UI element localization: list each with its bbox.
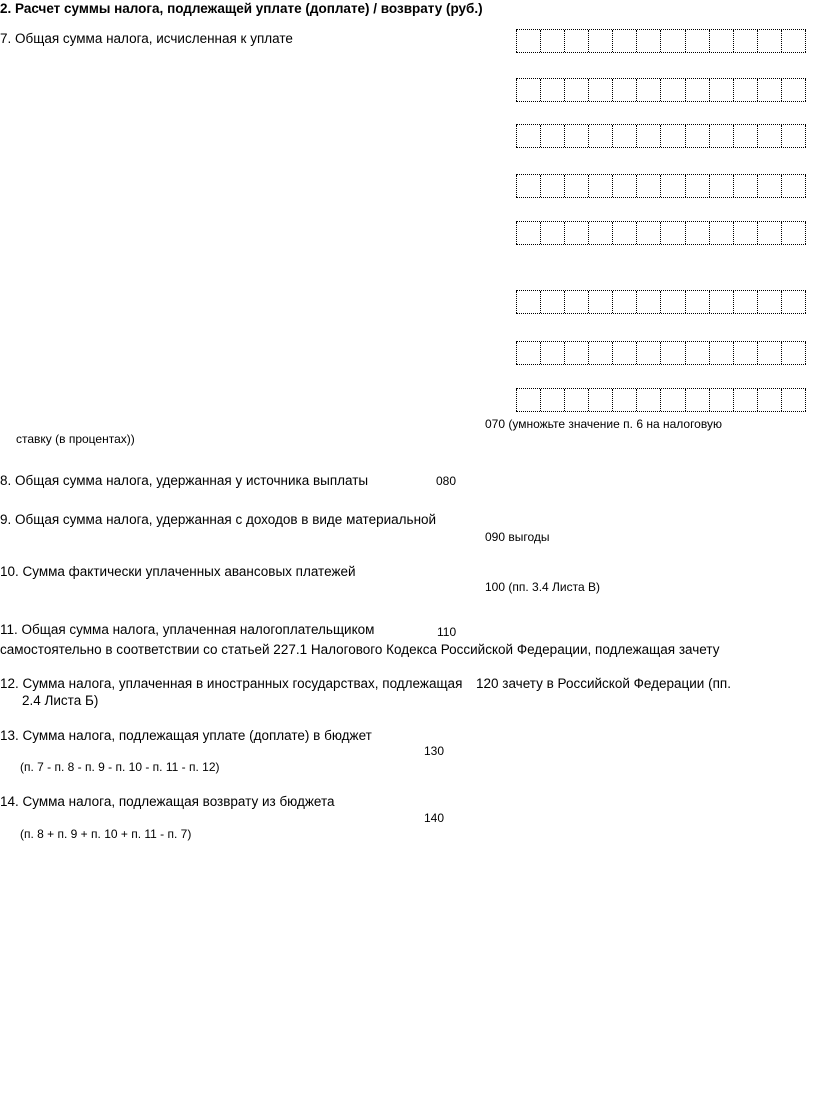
entry-cell[interactable] — [709, 125, 733, 147]
entry-cell[interactable] — [636, 175, 660, 197]
entry-cell[interactable] — [733, 30, 757, 52]
entry-cell[interactable] — [685, 125, 709, 147]
entry-cells-row-1[interactable] — [516, 29, 806, 53]
entry-cell[interactable] — [733, 291, 757, 313]
entry-cell[interactable] — [636, 222, 660, 244]
entry-cell[interactable] — [757, 125, 781, 147]
entry-cell[interactable] — [612, 342, 636, 364]
entry-cell[interactable] — [588, 389, 612, 411]
item-7-code: 070 (умножьте значение п. 6 на налоговую — [485, 417, 722, 431]
entry-cell[interactable] — [588, 125, 612, 147]
entry-cell[interactable] — [781, 291, 806, 313]
entry-cell[interactable] — [685, 79, 709, 101]
entry-cell[interactable] — [733, 125, 757, 147]
entry-cell[interactable] — [612, 389, 636, 411]
entry-cell[interactable] — [516, 30, 540, 52]
entry-cell[interactable] — [564, 175, 588, 197]
entry-cell[interactable] — [685, 342, 709, 364]
item-12-code: 120 зачету в Российской Федерации (пп. — [476, 676, 731, 691]
entry-cell[interactable] — [660, 175, 684, 197]
item-7-label: 7. Общая сумма налога, исчисленная к уплате — [0, 31, 293, 46]
item-13-code: 130 — [424, 744, 445, 758]
entry-cell[interactable] — [709, 175, 733, 197]
entry-cell[interactable] — [781, 175, 806, 197]
entry-cell[interactable] — [612, 222, 636, 244]
entry-cell[interactable] — [733, 222, 757, 244]
entry-cell[interactable] — [733, 79, 757, 101]
entry-cell[interactable] — [588, 222, 612, 244]
entry-cell[interactable] — [636, 389, 660, 411]
entry-cell[interactable] — [588, 79, 612, 101]
entry-cells-row-6[interactable] — [516, 290, 806, 314]
entry-cell[interactable] — [516, 342, 540, 364]
item-14-code: 140 — [424, 811, 445, 825]
entry-cells-row-2[interactable] — [516, 78, 806, 102]
entry-cell[interactable] — [540, 222, 564, 244]
item-13-formula: (п. 7 - п. 8 - п. 9 - п. 10 - п. 11 - п. 12) — [20, 760, 220, 774]
item-9-label: 9. Общая сумма налога, удержанная с доходов в виде материальной — [0, 512, 437, 527]
entry-cell[interactable] — [564, 30, 588, 52]
item-11-continuation: самостоятельно в соответствии со статьей 227.1 Налогового Кодекса Российской Федерации, подлежащая зачету — [0, 642, 720, 657]
item-11-label: 11. Общая сумма налога, уплаченная налогоплательщиком — [0, 622, 375, 637]
item-12-label: 12. Сумма налога, уплаченная в иностранных государствах, подлежащая — [0, 676, 463, 691]
entry-cell[interactable] — [660, 222, 684, 244]
entry-cell[interactable] — [612, 291, 636, 313]
entry-cell[interactable] — [733, 342, 757, 364]
entry-cell[interactable] — [636, 342, 660, 364]
entry-cell[interactable] — [636, 291, 660, 313]
entry-cell[interactable] — [781, 125, 806, 147]
entry-cell[interactable] — [636, 79, 660, 101]
entry-cell[interactable] — [685, 222, 709, 244]
entry-cell[interactable] — [636, 30, 660, 52]
entry-cells-row-5[interactable] — [516, 221, 806, 245]
item-13-label: 13. Сумма налога, подлежащая уплате (доплате) в бюджет — [0, 728, 372, 743]
entry-cell[interactable] — [540, 342, 564, 364]
entry-cell[interactable] — [540, 175, 564, 197]
entry-cell[interactable] — [660, 291, 684, 313]
entry-cell[interactable] — [612, 79, 636, 101]
entry-cell[interactable] — [564, 125, 588, 147]
entry-cell[interactable] — [636, 125, 660, 147]
entry-cell[interactable] — [564, 79, 588, 101]
entry-cell[interactable] — [516, 222, 540, 244]
entry-cell[interactable] — [757, 389, 781, 411]
entry-cell[interactable] — [709, 79, 733, 101]
entry-cell[interactable] — [540, 125, 564, 147]
entry-cell[interactable] — [564, 291, 588, 313]
entry-cell[interactable] — [781, 30, 806, 52]
entry-cell[interactable] — [516, 389, 540, 411]
item-9-code: 090 выгоды — [485, 530, 550, 544]
entry-cell[interactable] — [685, 291, 709, 313]
entry-cell[interactable] — [516, 291, 540, 313]
entry-cell[interactable] — [660, 79, 684, 101]
item-14-formula: (п. 8 + п. 9 + п. 10 + п. 11 - п. 7) — [20, 827, 192, 841]
entry-cell[interactable] — [685, 30, 709, 52]
entry-cell[interactable] — [660, 342, 684, 364]
entry-cell[interactable] — [564, 222, 588, 244]
item-10-label: 10. Сумма фактически уплаченных авансовых платежей — [0, 564, 356, 579]
item-12-continuation: 2.4 Листа Б) — [22, 693, 99, 708]
entry-cell[interactable] — [516, 125, 540, 147]
entry-cell[interactable] — [781, 342, 806, 364]
entry-cell[interactable] — [781, 79, 806, 101]
entry-cell[interactable] — [540, 30, 564, 52]
entry-cell[interactable] — [757, 291, 781, 313]
entry-cell[interactable] — [757, 175, 781, 197]
entry-cell[interactable] — [588, 291, 612, 313]
entry-cell[interactable] — [516, 175, 540, 197]
entry-cell[interactable] — [757, 30, 781, 52]
entry-cell[interactable] — [660, 125, 684, 147]
entry-cell[interactable] — [709, 222, 733, 244]
entry-cell[interactable] — [685, 389, 709, 411]
entry-cell[interactable] — [781, 389, 806, 411]
entry-cell[interactable] — [685, 175, 709, 197]
entry-cell[interactable] — [540, 291, 564, 313]
entry-cell[interactable] — [733, 175, 757, 197]
entry-cell[interactable] — [660, 389, 684, 411]
entry-cell[interactable] — [588, 30, 612, 52]
item-8-code: 080 — [436, 474, 457, 488]
entry-cells-row-4[interactable] — [516, 174, 806, 198]
entry-cell[interactable] — [757, 342, 781, 364]
entry-cell[interactable] — [709, 342, 733, 364]
entry-cell[interactable] — [757, 79, 781, 101]
entry-cell[interactable] — [660, 30, 684, 52]
entry-cell[interactable] — [709, 30, 733, 52]
entry-cell[interactable] — [564, 342, 588, 364]
item-10-code: 100 (пп. 3.4 Листа В) — [485, 580, 600, 594]
entry-cells-row-7[interactable] — [516, 341, 806, 365]
item-11-code: 110 — [437, 625, 457, 639]
entry-cell[interactable] — [709, 389, 733, 411]
entry-cell[interactable] — [612, 30, 636, 52]
entry-cell[interactable] — [540, 389, 564, 411]
entry-cell[interactable] — [709, 291, 733, 313]
item-7-continuation: ставку (в процентах)) — [16, 432, 135, 446]
item-8-label: 8. Общая сумма налога, удержанная у источника выплаты — [0, 473, 369, 488]
entry-cell[interactable] — [516, 79, 540, 101]
entry-cell[interactable] — [612, 175, 636, 197]
entry-cell[interactable] — [781, 222, 806, 244]
entry-cells-row-3[interactable] — [516, 124, 806, 148]
entry-cell[interactable] — [733, 389, 757, 411]
entry-cell[interactable] — [612, 125, 636, 147]
entry-cell[interactable] — [757, 222, 781, 244]
entry-cell[interactable] — [564, 389, 588, 411]
section-title: 2. Расчет суммы налога, подлежащей уплате (доплате) / возврату (руб.) — [0, 1, 483, 16]
entry-cell[interactable] — [588, 342, 612, 364]
item-14-label: 14. Сумма налога, подлежащая возврату из бюджета — [0, 794, 335, 809]
entry-cell[interactable] — [540, 79, 564, 101]
entry-cells-row-8[interactable] — [516, 388, 806, 412]
entry-cell[interactable] — [588, 175, 612, 197]
